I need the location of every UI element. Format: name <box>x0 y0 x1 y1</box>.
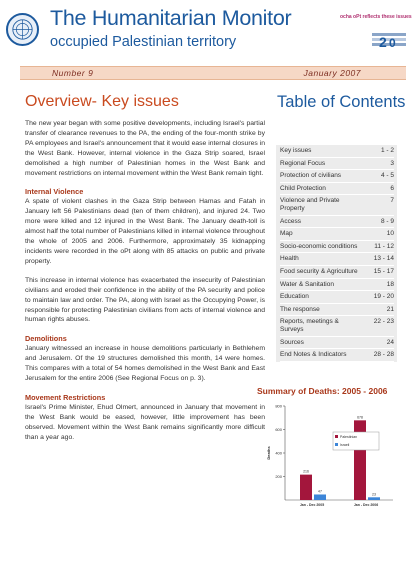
toc-item-label: The response <box>280 305 320 313</box>
y-tick-label: 600 <box>275 427 282 432</box>
data-label: 216 <box>303 469 309 474</box>
toc-item-label: Violence and Private Property <box>280 197 340 212</box>
legend-label: Israeli <box>340 442 350 447</box>
toc-item-label: Food security & Agriculture <box>280 267 358 275</box>
data-label: 23 <box>372 492 376 497</box>
toc-item-label: Education <box>280 293 309 301</box>
toc-item-label: Protection of civilians <box>280 172 342 180</box>
issue-date: January 2007 <box>303 68 361 78</box>
toc-item-page: 18 <box>386 280 394 288</box>
data-label: 47 <box>318 489 322 494</box>
toc-item-label: Socio-economic conditions <box>280 242 358 250</box>
internal-violence-text: A spate of violent clashes in the Gaza Strip between Hamas and Fatah in January left 56 Palestinians dead (ten of them children), and injured 24. Two more were killed and 12 injured in the West Bank. The January death-toll is almost half the total number of Palestinians killed in internal violence throughout the whole of 2005 and 2006. Furthermore, approximately 35 kidnapping incidents were recorded in the oPt along with 85 attacks on public and private property. <box>25 198 265 265</box>
internal-violence-heading: Internal Violence <box>25 187 84 197</box>
toc-item-label: Map <box>280 230 293 238</box>
legend-label: Palestinian <box>340 434 358 439</box>
table-of-contents <box>276 145 397 362</box>
issue-bar <box>20 66 406 80</box>
movement-heading: Movement Restrictions <box>25 392 106 402</box>
bar-palestinian <box>300 475 312 500</box>
toc-item-page: 11 - 12 <box>374 242 394 250</box>
toc-item-label: Key issues <box>280 147 312 154</box>
toc-row[interactable] <box>280 316 394 336</box>
y-axis-label: Deaths <box>266 446 271 460</box>
toc-row[interactable] <box>280 183 394 196</box>
data-label: 678 <box>357 415 363 420</box>
monitor-title: The Humanitarian Monitor <box>50 6 292 30</box>
un-emblem-icon <box>6 13 39 46</box>
movement-text: Israel's Prime Minister, Ehud Olmert, announced in January that movement in the West Bank would be eased, however, little improvement has been observed. Movement within the West Bank remains significantly more difficult than a year ago. <box>25 403 265 441</box>
overview-title: Overview- Key issues <box>25 93 179 110</box>
toc-row[interactable] <box>280 216 394 229</box>
bar-israeli <box>368 497 380 500</box>
toc-title: Table of Contents <box>277 93 406 111</box>
toc-item-page: 10 <box>386 230 394 238</box>
toc-item-page: 13 - 14 <box>373 255 394 263</box>
increase-text: This increase in internal violence has exacerbated the insecurity of Palestinian civilians and eroded their confidence in the ability of the PA security and police to maintain law and order. The PA, along with Israel as the Occupying Power, is responsible for protecting Palestinian civilians from acts of internal violence and human rights abuses. <box>25 276 265 324</box>
toc-row[interactable] <box>280 170 394 183</box>
toc-item-page: 28 - 28 <box>373 351 394 359</box>
toc-item-page: 6 <box>390 184 394 192</box>
legend-swatch <box>335 443 338 446</box>
toc-row[interactable] <box>280 241 394 254</box>
y-tick-label: 800 <box>275 403 282 409</box>
toc-row[interactable] <box>280 304 394 317</box>
toc-row[interactable] <box>280 349 394 362</box>
y-tick-label: 400 <box>275 450 282 456</box>
toc-row[interactable] <box>280 291 394 304</box>
deaths-chart <box>263 402 397 514</box>
toc-item-page: 21 <box>386 305 394 313</box>
issue-number: Number 9 <box>52 68 94 78</box>
ocha-tagline: ocha oPt reflects these issues <box>340 14 412 20</box>
toc-item-label: Reports, meetings & Surveys <box>280 318 339 333</box>
toc-item-page: 19 - 20 <box>373 293 394 301</box>
y-tick-label: 200 <box>275 474 282 479</box>
toc-item-page: 8 - 9 <box>380 217 394 225</box>
toc-row[interactable] <box>280 195 394 215</box>
toc-item-label: Access <box>280 217 301 225</box>
toc-row[interactable] <box>280 228 394 241</box>
legend-swatch <box>335 435 338 438</box>
toc-row[interactable] <box>280 279 394 292</box>
toc-item-label: End Notes & Indicators <box>280 351 347 359</box>
svg-text:2: 2 <box>379 34 387 50</box>
toc-row[interactable] <box>280 158 394 171</box>
toc-item-page: 24 <box>386 338 394 346</box>
chart-title: Summary of Deaths: 2005 - 2006 <box>257 386 388 396</box>
toc-item-label: Child Protection <box>280 184 326 192</box>
demolitions-text: January witnessed an increase in house demolitions particularly in Bethlehem and Jerusalem. Of the 19 structures demolished this month, 14 were homes. This compares with a total of 54 homes demolished in the West Bank and East Jerusalem for the entire 2006 (See Regional Focus on p. 3). <box>25 345 265 383</box>
toc-row[interactable] <box>280 253 394 266</box>
x-tick-label: Jan - Dec 2005 <box>299 503 325 507</box>
monitor-subtitle: occupied Palestinian territory <box>50 34 237 50</box>
ocha-mark-icon <box>370 23 408 53</box>
overview-body <box>25 119 265 452</box>
toc-item-label: Water & Sanitation <box>280 280 334 288</box>
toc-item-page: 3 <box>390 159 394 167</box>
toc-row[interactable] <box>280 266 394 279</box>
overview-intro: The new year began with some positive developments, including Israel's partial transfer of clearance revenues to the PA, the ending of the four-month strike by PA employees and Israel's announcement that it would ease internal closures in the West Bank. However, internal violence in the Gaza Strip soared, Israel demolished a high number of Palestinian homes in the West Bank and movement restrictions on internal movement within the West Bank remain tight. <box>25 120 265 177</box>
ocha-logo <box>340 9 410 54</box>
toc-item-label: Regional Focus <box>280 159 326 167</box>
toc-item-page: 15 - 17 <box>373 267 394 275</box>
toc-row[interactable] <box>280 145 394 158</box>
bar-israeli <box>314 494 326 500</box>
toc-item-label: Sources <box>280 338 304 346</box>
deaths-chart-svg <box>263 402 397 514</box>
toc-row[interactable] <box>280 337 394 350</box>
toc-item-page: 4 - 5 <box>380 172 394 180</box>
svg-text:0: 0 <box>389 36 396 50</box>
x-tick-label: Jan - Dec 2006 <box>353 503 379 507</box>
toc-item-page: 1 - 2 <box>380 147 394 154</box>
toc-item-page: 7 <box>390 197 394 205</box>
toc-item-label: Health <box>280 255 299 263</box>
toc-item-page: 22 - 23 <box>373 318 394 326</box>
header <box>0 0 413 68</box>
demolitions-heading: Demolitions <box>25 334 67 344</box>
